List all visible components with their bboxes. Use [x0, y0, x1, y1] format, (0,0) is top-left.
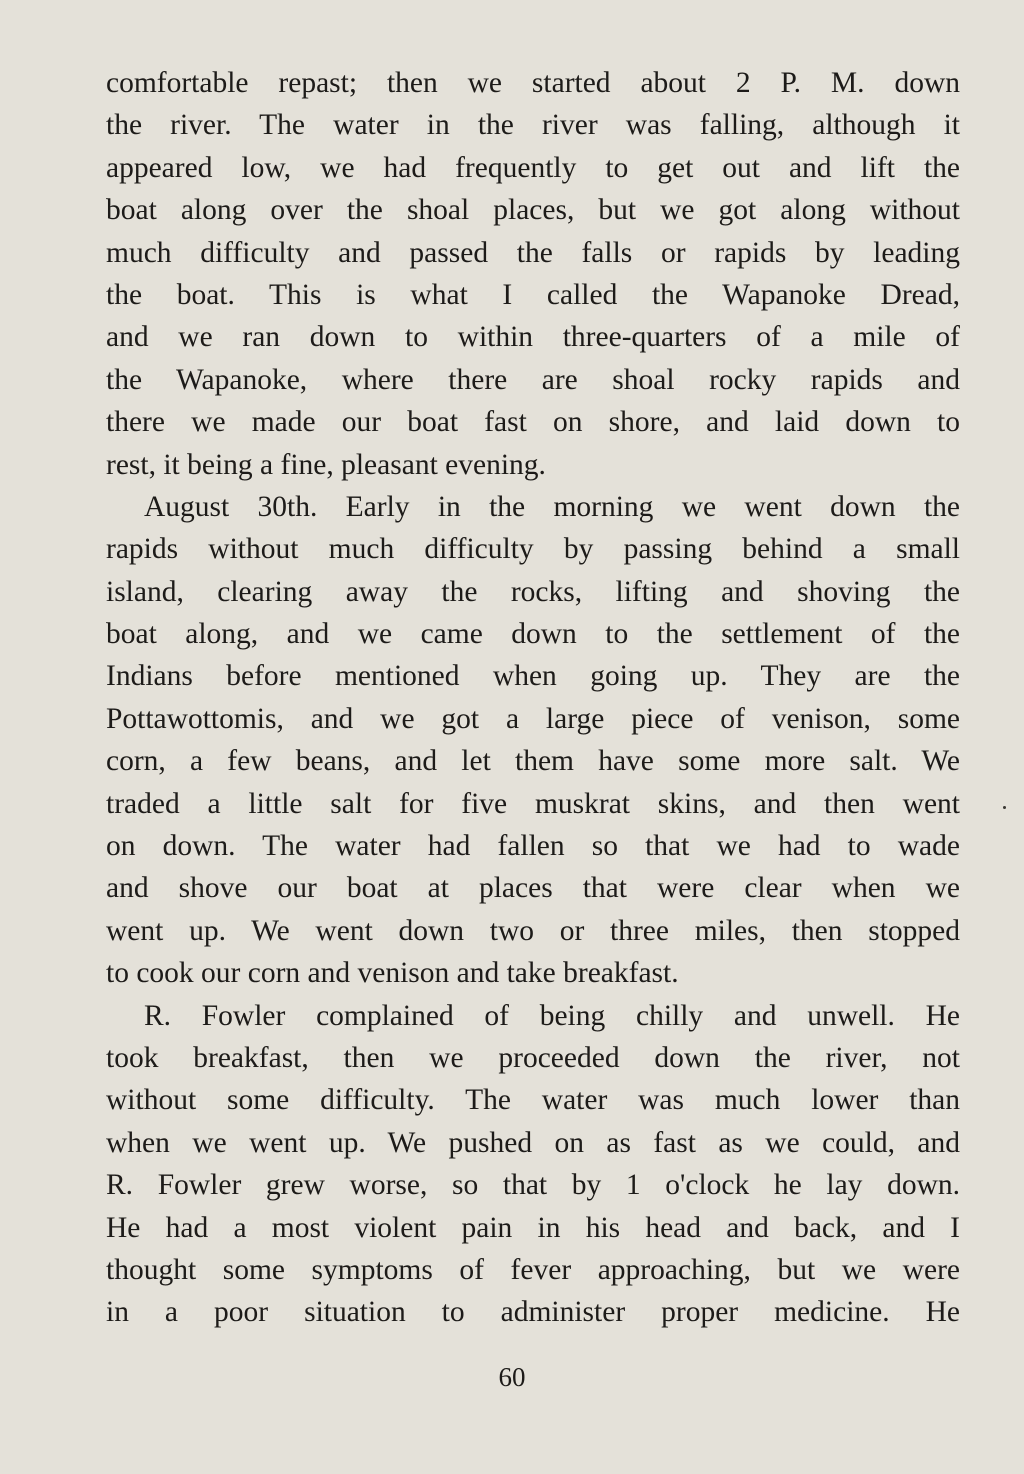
text-line: the river. The water in the river was falling, although it	[106, 109, 960, 142]
paper-speck	[1003, 806, 1006, 809]
text-line: when we went up. We pushed on as fast as we could, and	[106, 1126, 960, 1159]
text-line: Pottawottomis, and we got a large piece of venison, some	[106, 702, 960, 735]
text-line: boat along over the shoal places, but we got along without	[106, 194, 960, 227]
paragraph	[106, 995, 960, 1334]
text-line: thought some symptoms of fever approaching, but we were	[106, 1253, 960, 1286]
text-line: and shove our boat at places that were clear when we	[106, 872, 960, 905]
page-number: 60	[498, 1362, 526, 1392]
text-line: took breakfast, then we proceeded down the river, not	[106, 1041, 960, 1074]
text-line: corn, a few beans, and let them have some more salt. We	[106, 745, 960, 778]
text-line: on down. The water had fallen so that we had to wade	[106, 830, 960, 863]
text-line: island, clearing away the rocks, lifting and shoving the	[106, 575, 960, 608]
text-line: to cook our corn and venison and take breakfast.	[106, 957, 679, 990]
text-line: the Wapanoke, where there are shoal rocky rapids and	[106, 363, 960, 396]
text-line: traded a little salt for five muskrat skins, and then went	[106, 787, 960, 820]
text-line: much difficulty and passed the falls or rapids by leading	[106, 236, 960, 269]
text-line: He had a most violent pain in his head and back, and I	[106, 1211, 960, 1244]
text-line: rest, it being a fine, pleasant evening.	[106, 448, 546, 481]
text-line: the boat. This is what I called the Wapanoke Dread,	[106, 278, 960, 311]
text-line: August 30th. Early in the morning we went down the	[144, 490, 960, 523]
paragraph	[106, 62, 960, 486]
text-line: went up. We went down two or three miles, then stopped	[106, 914, 960, 947]
text-line: comfortable repast; then we started about 2 P. M. down	[106, 67, 960, 99]
text-line: R. Fowler grew worse, so that by 1 o'clock he lay down.	[106, 1169, 960, 1202]
body-text	[106, 62, 960, 1334]
text-line: without some difficulty. The water was much lower than	[106, 1084, 960, 1117]
text-line: in a poor situation to administer proper medicine. He	[106, 1296, 960, 1329]
text-line: rapids without much difficulty by passing behind a small	[106, 533, 960, 566]
paragraph	[106, 486, 960, 995]
text-line: R. Fowler complained of being chilly and unwell. He	[144, 999, 960, 1032]
text-line: appeared low, we had frequently to get out and lift the	[106, 151, 960, 184]
text-line: and we ran down to within three-quarters of a mile of	[106, 321, 960, 354]
text-line: Indians before mentioned when going up. They are the	[106, 660, 960, 693]
text-line: boat along, and we came down to the settlement of the	[106, 618, 960, 651]
text-line: there we made our boat fast on shore, and laid down to	[106, 406, 960, 439]
